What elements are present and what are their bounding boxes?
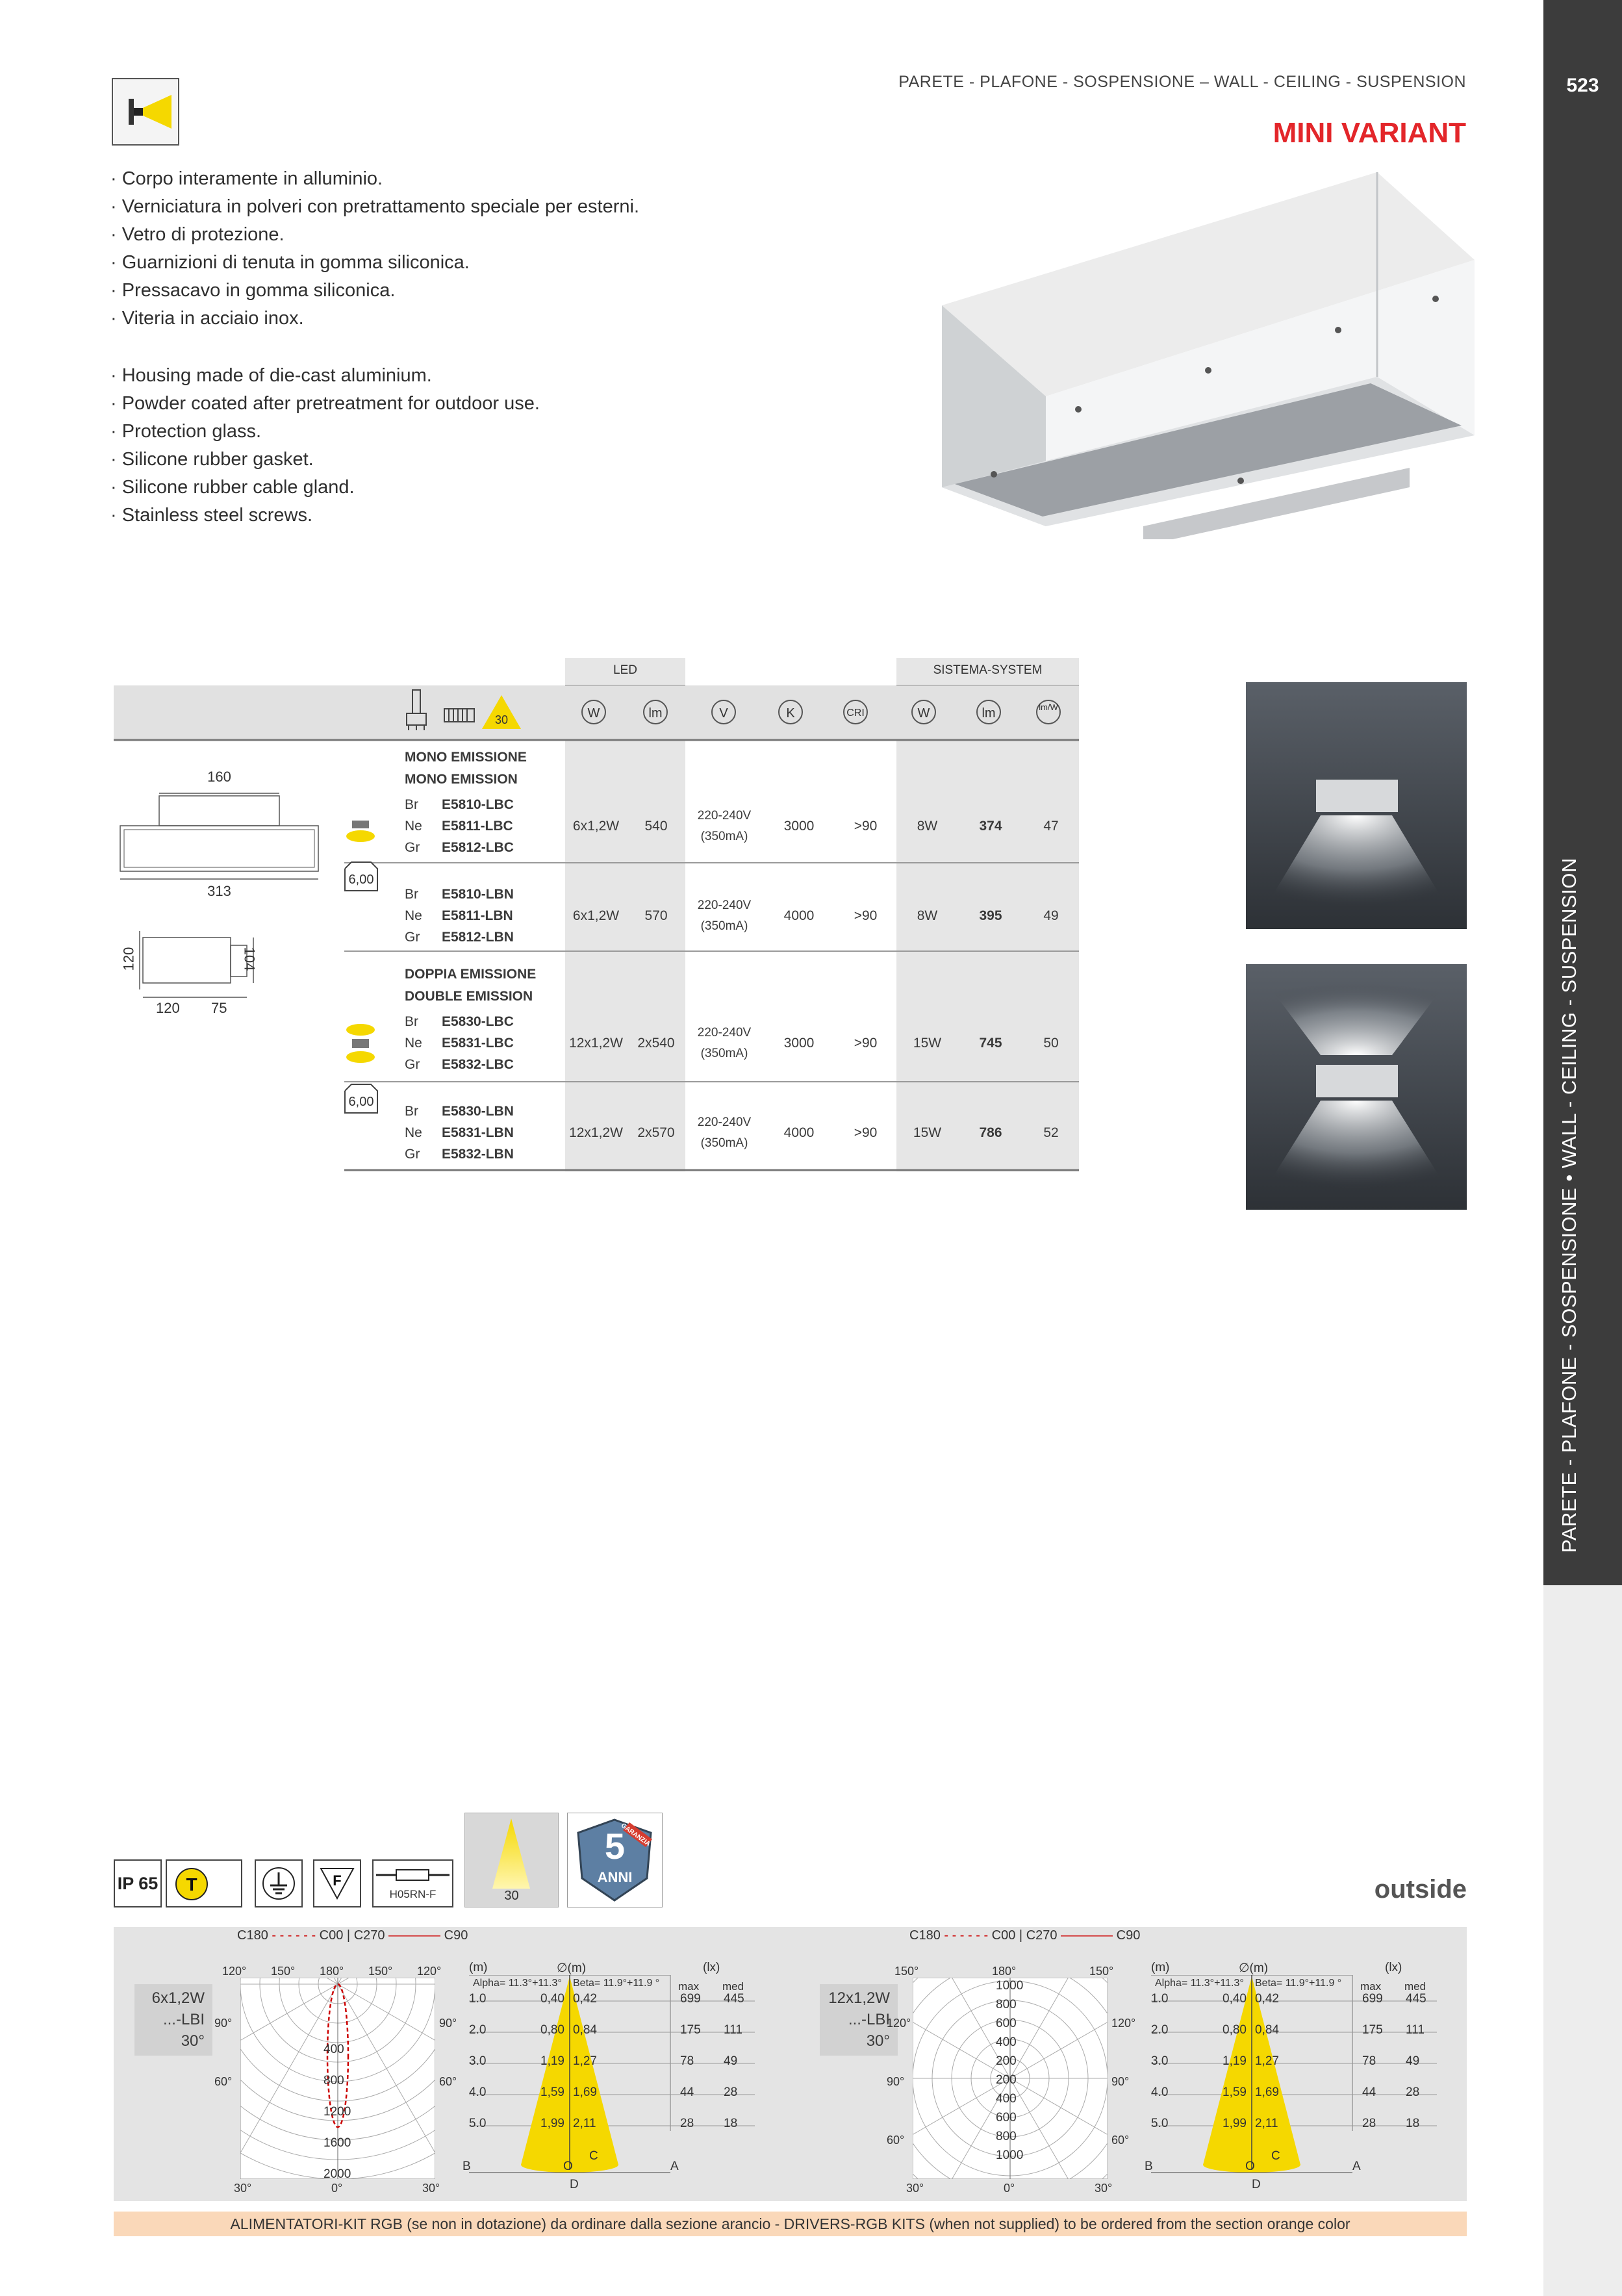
cone-med: med bbox=[722, 1980, 744, 1993]
watt-icon: W bbox=[581, 700, 606, 724]
cone-letter: D bbox=[570, 2178, 579, 2191]
cone-letter: C bbox=[589, 2149, 598, 2163]
cone-head-d: ∅(m) bbox=[557, 1961, 587, 1975]
cone-lux-max: 78 bbox=[680, 2054, 694, 2068]
polar-value: 800 bbox=[996, 1998, 1017, 2011]
brand-logo: outside bbox=[1374, 1875, 1467, 1904]
cell-k: 4000 bbox=[783, 908, 815, 923]
cone-alpha: Alpha= 11.3°+11.3° bbox=[473, 1978, 562, 1989]
polar-angle: 60° bbox=[214, 2075, 233, 2088]
feature-item: · Corpo interamente in alluminio. bbox=[110, 168, 383, 189]
cell-ledlm: 2x540 bbox=[637, 1036, 675, 1051]
photo-double-emission bbox=[1246, 964, 1467, 1210]
feature-item: · Guarnizioni di tenuta in gomma siliconica. bbox=[110, 252, 470, 273]
cone-letter: A bbox=[670, 2160, 679, 2173]
cone-dia-beta: 1,69 bbox=[573, 2086, 597, 2099]
drivers-note: ALIMENTATORI-KIT RGB (se non in dotazione) da ordinare dalla sezione arancio - DRIVERS-RGB KITS (when not supplied) to be ordered from the section orange color bbox=[114, 2212, 1467, 2236]
cone-letter: B bbox=[463, 2160, 471, 2173]
dim-height-2: 104 bbox=[241, 947, 258, 971]
polar-angle: 90° bbox=[439, 2017, 457, 2030]
polar-legend: C180 - - - - - - C00 | C270 ———— C90 bbox=[909, 1928, 1141, 1943]
warranty-badge bbox=[567, 1813, 663, 1907]
cone-distance: 1.0 bbox=[469, 1992, 487, 2006]
cone-head-m: (m) bbox=[469, 1961, 488, 1974]
cone-dia-beta: 0,42 bbox=[1255, 1992, 1279, 2006]
wall-light-icon bbox=[112, 78, 179, 146]
cell-syslm: 395 bbox=[979, 908, 1002, 923]
cone-dia-alpha: 1,99 bbox=[1223, 2117, 1247, 2130]
polar-legend: C180 - - - - - - C00 | C270 ———— C90 bbox=[237, 1928, 468, 1943]
cell-ledw: 6x1,2W bbox=[572, 819, 620, 834]
cone-lux-med: 49 bbox=[1406, 2054, 1420, 2068]
polar-value: 200 bbox=[996, 2073, 1017, 2087]
polar-value: 1200 bbox=[323, 2105, 351, 2119]
feature-item: · Viteria in acciaio inox. bbox=[110, 308, 304, 329]
polar-angle: 150° bbox=[368, 1965, 393, 1978]
polar-angle: 180° bbox=[992, 1965, 1017, 1978]
cone-lux-med: 18 bbox=[1406, 2117, 1420, 2130]
cell-sysw: 8W bbox=[917, 819, 938, 834]
cone-distance: 3.0 bbox=[469, 2054, 487, 2068]
cell-lmw: 49 bbox=[1043, 908, 1059, 923]
product-code[interactable]: E5812-LBN bbox=[442, 930, 514, 945]
cone-dia-beta: 2,11 bbox=[573, 2117, 596, 2130]
cone-lux-med: 445 bbox=[1406, 1992, 1426, 2006]
cone-max: max bbox=[1360, 1980, 1382, 1993]
product-code[interactable]: E5830-LBN bbox=[442, 1104, 514, 1119]
cone-head-m: (m) bbox=[1151, 1961, 1170, 1974]
cell-ledlm: 570 bbox=[644, 908, 668, 923]
cone-lux-max: 699 bbox=[680, 1992, 701, 2006]
cable-icon bbox=[372, 1859, 453, 1907]
feature-item: · Protection glass. bbox=[110, 421, 262, 442]
dim-width: 313 bbox=[207, 883, 231, 899]
cone-dia-alpha: 0,80 bbox=[540, 2023, 564, 2037]
cone-dia-beta: 1,69 bbox=[1255, 2086, 1279, 2099]
svg-text:F: F bbox=[333, 1872, 342, 1889]
cell-syslm: 374 bbox=[979, 819, 1002, 834]
cone-lux-med: 111 bbox=[1406, 2023, 1425, 2037]
polar-angle: 30° bbox=[906, 2182, 924, 2195]
polar-value: 1000 bbox=[996, 2149, 1024, 2162]
feature-item: · Stainless steel screws. bbox=[110, 505, 313, 526]
ip-rating-badge: IP 65 bbox=[114, 1859, 162, 1907]
cell-k: 3000 bbox=[783, 1036, 815, 1051]
feature-item: · Silicone rubber gasket. bbox=[110, 449, 314, 470]
kelvin-icon: K bbox=[778, 700, 803, 724]
cell-lmw: 50 bbox=[1043, 1036, 1059, 1051]
cone-lux-max: 175 bbox=[1362, 2023, 1383, 2037]
cell-sysw: 15W bbox=[913, 1125, 942, 1140]
group-led: LED bbox=[613, 663, 637, 677]
temperature-icon bbox=[166, 1859, 242, 1907]
cone-dia-alpha: 1,59 bbox=[540, 2086, 564, 2099]
cone-distance: 3.0 bbox=[1151, 2054, 1169, 2068]
cone-lux-max: 28 bbox=[680, 2117, 694, 2130]
cell-voltage: 220-240V (350mA) bbox=[697, 1026, 752, 1060]
beam-photo-icon bbox=[464, 1813, 559, 1907]
cell-sysw: 15W bbox=[913, 1036, 942, 1051]
cell-voltage: 220-240V (350mA) bbox=[697, 809, 752, 843]
polar-value: 1600 bbox=[323, 2136, 351, 2150]
features-italian bbox=[110, 165, 639, 333]
photo-mono-emission bbox=[1246, 682, 1467, 929]
cable-type: H05RN-F bbox=[389, 1888, 437, 1900]
cone-lux-max: 699 bbox=[1362, 1992, 1383, 2006]
finish-label: Br bbox=[405, 1104, 418, 1119]
dim-width-top: 160 bbox=[207, 769, 231, 785]
polar-value: 400 bbox=[323, 2043, 344, 2056]
section-double: DOPPIA EMISSIONE DOUBLE EMISSION bbox=[405, 967, 537, 1004]
cone-dia-alpha: 1,19 bbox=[1223, 2054, 1247, 2068]
product-image bbox=[929, 162, 1475, 539]
polar-value: 400 bbox=[996, 2092, 1017, 2106]
cell-cri: >90 bbox=[854, 819, 878, 834]
polar-angle: 30° bbox=[234, 2182, 252, 2195]
finish-label: Gr bbox=[405, 930, 420, 945]
cell-syslm: 786 bbox=[979, 1125, 1002, 1140]
cone-lux-max: 44 bbox=[680, 2086, 694, 2099]
cone-diagram bbox=[469, 1975, 755, 2176]
feature-item: · Powder coated after pretreatment for outdoor use. bbox=[110, 393, 540, 414]
polar-angle: 90° bbox=[214, 2017, 233, 2030]
cone-distance: 5.0 bbox=[469, 2117, 487, 2130]
polar-value: 1000 bbox=[996, 1979, 1024, 1993]
polar-angle: 90° bbox=[887, 2075, 905, 2088]
finish-label: Gr bbox=[405, 1147, 420, 1162]
finish-label: Ne bbox=[405, 1036, 422, 1051]
led-strip-icon bbox=[444, 707, 475, 724]
cri-icon: CRI bbox=[843, 700, 868, 724]
cell-cri: >90 bbox=[854, 1036, 878, 1051]
cell-cri: >90 bbox=[854, 908, 878, 923]
page-category: PARETE - PLAFONE - SOSPENSIONE – WALL - CEILING - SUSPENSION bbox=[898, 73, 1466, 91]
features-english bbox=[110, 362, 540, 529]
cell-sysw: 8W bbox=[917, 908, 938, 923]
product-code[interactable]: E5831-LBN bbox=[442, 1125, 514, 1140]
double-emission-icon bbox=[344, 1022, 377, 1067]
ground-class-icon bbox=[255, 1859, 303, 1907]
svg-text:T: T bbox=[186, 1874, 197, 1894]
polar-angle: 150° bbox=[1089, 1965, 1114, 1978]
finish-label: Br bbox=[405, 797, 418, 812]
mounting-icon bbox=[405, 687, 428, 733]
polar-angle: 150° bbox=[271, 1965, 296, 1978]
dimension-drawing bbox=[114, 756, 328, 1028]
warranty-years: 5 bbox=[604, 1826, 626, 1867]
cell-k: 3000 bbox=[783, 819, 815, 834]
feature-item: · Verniciatura in polveri con pretrattamento speciale per esterni. bbox=[110, 196, 640, 217]
mono-emission-icon bbox=[344, 814, 377, 853]
finish-label: Br bbox=[405, 1014, 418, 1029]
cone-dia-alpha: 1,19 bbox=[540, 2054, 564, 2068]
finish-label: Ne bbox=[405, 1125, 422, 1140]
cone-letter: O bbox=[563, 2160, 573, 2173]
cone-letter: A bbox=[1352, 2160, 1361, 2173]
cone-dia-beta: 0,42 bbox=[573, 1992, 597, 2006]
cone-lux-med: 111 bbox=[724, 2023, 742, 2037]
cone-distance: 2.0 bbox=[469, 2023, 487, 2037]
group-system: SISTEMA-SYSTEM bbox=[933, 663, 1043, 677]
cone-letter: O bbox=[1245, 2160, 1255, 2173]
cone-dia-beta: 0,84 bbox=[573, 2023, 597, 2037]
photometric-label: 12x1,2W ...-LBI 30° bbox=[820, 1984, 898, 2056]
product-code[interactable]: E5810-LBC bbox=[442, 797, 514, 812]
cell-cri: >90 bbox=[854, 1125, 878, 1140]
cone-alpha: Alpha= 11.3°+11.3° bbox=[1155, 1978, 1244, 1989]
cone-dia-beta: 0,84 bbox=[1255, 2023, 1279, 2037]
feature-item: · Pressacavo in gomma siliconica. bbox=[110, 280, 396, 301]
product-code[interactable]: E5811-LBN bbox=[442, 908, 513, 923]
cone-lux-max: 44 bbox=[1362, 2086, 1376, 2099]
cone-dia-alpha: 1,59 bbox=[1223, 2086, 1247, 2099]
cone-dia-beta: 1,27 bbox=[573, 2054, 597, 2068]
feature-item: · Housing made of die-cast aluminium. bbox=[110, 365, 432, 386]
weight-icon-2: 6,00 bbox=[342, 1082, 380, 1114]
polar-angle: 60° bbox=[439, 2075, 457, 2088]
polar-angle: 120° bbox=[222, 1965, 247, 1978]
cone-head-lx: (lx) bbox=[703, 1961, 720, 1974]
cone-distance: 4.0 bbox=[1151, 2086, 1169, 2099]
product-code[interactable]: E5830-LBC bbox=[442, 1014, 514, 1029]
cone-lux-max: 78 bbox=[1362, 2054, 1376, 2068]
voltage-icon: V bbox=[711, 700, 736, 724]
polar-angle: 90° bbox=[1111, 2075, 1130, 2088]
cone-distance: 4.0 bbox=[469, 2086, 487, 2099]
cone-lux-max: 175 bbox=[680, 2023, 701, 2037]
polar-value: 600 bbox=[996, 2111, 1017, 2124]
page-number: 523 bbox=[1566, 75, 1599, 96]
cone-dia-alpha: 0,40 bbox=[1223, 1992, 1247, 2006]
polar-angle: 0° bbox=[1004, 2182, 1015, 2195]
cell-syslm: 745 bbox=[979, 1036, 1002, 1051]
product-code[interactable]: E5810-LBN bbox=[442, 887, 514, 902]
cell-lmw: 52 bbox=[1043, 1125, 1059, 1140]
cone-distance: 2.0 bbox=[1151, 2023, 1169, 2037]
cone-head-lx: (lx) bbox=[1385, 1961, 1402, 1974]
beam-angle-icon bbox=[481, 694, 522, 730]
polar-angle: 180° bbox=[320, 1965, 344, 1978]
product-code[interactable]: E5832-LBC bbox=[442, 1057, 514, 1072]
cone-med: med bbox=[1404, 1980, 1426, 1993]
lumen-icon: lm bbox=[643, 700, 668, 724]
cone-lux-med: 445 bbox=[724, 1992, 744, 2006]
cell-voltage: 220-240V (350mA) bbox=[697, 899, 752, 933]
system-lumen-icon: lm bbox=[976, 700, 1001, 724]
cone-lux-med: 49 bbox=[724, 2054, 738, 2068]
cone-lux-max: 28 bbox=[1362, 2117, 1376, 2130]
cone-letter: D bbox=[1252, 2178, 1261, 2191]
photometric-label: 6x1,2W ...-LBI 30° bbox=[134, 1984, 212, 2056]
cone-diagram bbox=[1151, 1975, 1437, 2176]
polar-angle: 0° bbox=[331, 2182, 343, 2195]
feature-item: · Vetro di protezione. bbox=[110, 224, 285, 245]
cell-k: 4000 bbox=[783, 1125, 815, 1140]
cone-dia-beta: 2,11 bbox=[1255, 2117, 1278, 2130]
efficacy-icon: lm/W bbox=[1036, 700, 1061, 724]
feature-item: · Silicone rubber cable gland. bbox=[110, 477, 355, 498]
cell-lmw: 47 bbox=[1043, 819, 1059, 834]
weight-icon-1: 6,00 bbox=[342, 860, 380, 892]
product-code[interactable]: E5812-LBC bbox=[442, 840, 514, 855]
polar-value: 800 bbox=[323, 2074, 344, 2087]
cone-dia-beta: 1,27 bbox=[1255, 2054, 1279, 2068]
finish-label: Br bbox=[405, 887, 418, 902]
cone-letter: B bbox=[1145, 2160, 1153, 2173]
polar-value: 800 bbox=[996, 2130, 1017, 2143]
polar-angle: 60° bbox=[1111, 2134, 1130, 2147]
side-category-label bbox=[1558, 1501, 1622, 1553]
polar-angle: 60° bbox=[887, 2134, 905, 2147]
polar-angle: 120° bbox=[417, 1965, 442, 1978]
f-mark-icon bbox=[313, 1859, 361, 1907]
side-bar bbox=[1543, 0, 1622, 1585]
cone-distance: 5.0 bbox=[1151, 2117, 1169, 2130]
product-code[interactable]: E5811-LBC bbox=[442, 819, 513, 834]
polar-value: 400 bbox=[996, 2035, 1017, 2049]
polar-angle: 30° bbox=[422, 2182, 440, 2195]
product-code[interactable]: E5831-LBC bbox=[442, 1036, 514, 1051]
polar-angle: 120° bbox=[1111, 2017, 1136, 2030]
beam-angle-value: 30 bbox=[494, 713, 509, 726]
beam-value: 30 bbox=[504, 1889, 519, 1903]
cone-dia-alpha: 0,80 bbox=[1223, 2023, 1247, 2037]
finish-label: Gr bbox=[405, 840, 420, 855]
section-mono: MONO EMISSIONE MONO EMISSION bbox=[405, 750, 527, 787]
cell-ledw: 12x1,2W bbox=[569, 1036, 623, 1051]
cell-ledw: 6x1,2W bbox=[572, 908, 620, 923]
warranty-band: GARANZIA bbox=[619, 1822, 652, 1848]
cone-distance: 1.0 bbox=[1151, 1992, 1169, 2006]
system-watt-icon: W bbox=[911, 700, 936, 724]
polar-angle: 30° bbox=[1095, 2182, 1113, 2195]
polar-value: 200 bbox=[996, 2054, 1017, 2068]
cell-ledlm: 2x570 bbox=[637, 1125, 675, 1140]
finish-label: Gr bbox=[405, 1057, 420, 1072]
cone-letter: C bbox=[1271, 2149, 1280, 2163]
cell-ledw: 12x1,2W bbox=[569, 1125, 623, 1140]
finish-label: Ne bbox=[405, 819, 422, 834]
cone-beta: Beta= 11.9°+11.9 ° bbox=[573, 1978, 660, 1989]
product-code[interactable]: E5832-LBN bbox=[442, 1147, 514, 1162]
cone-head-d: ∅(m) bbox=[1239, 1961, 1269, 1975]
dim-depth-1: 120 bbox=[156, 1000, 180, 1016]
polar-value: 600 bbox=[996, 2017, 1017, 2030]
product-title: MINI VARIANT bbox=[1273, 117, 1466, 149]
side-bar-bottom bbox=[1543, 1585, 1622, 2296]
dim-height-1: 120 bbox=[120, 947, 137, 971]
cone-max: max bbox=[678, 1980, 700, 1993]
cell-ledlm: 540 bbox=[644, 819, 668, 834]
polar-angle: 120° bbox=[887, 2017, 911, 2030]
finish-label: Ne bbox=[405, 908, 422, 923]
cone-lux-med: 28 bbox=[724, 2086, 738, 2099]
polar-angle: 150° bbox=[894, 1965, 919, 1978]
cone-dia-alpha: 0,40 bbox=[540, 1992, 564, 2006]
dim-depth-2: 75 bbox=[211, 1000, 227, 1016]
cell-voltage: 220-240V (350mA) bbox=[697, 1116, 752, 1150]
cone-beta: Beta= 11.9°+11.9 ° bbox=[1255, 1978, 1342, 1989]
cone-lux-med: 28 bbox=[1406, 2086, 1420, 2099]
warranty-word: ANNI bbox=[597, 1869, 633, 1885]
polar-value: 2000 bbox=[323, 2167, 351, 2181]
cone-lux-med: 18 bbox=[724, 2117, 738, 2130]
cone-dia-alpha: 1,99 bbox=[540, 2117, 564, 2130]
